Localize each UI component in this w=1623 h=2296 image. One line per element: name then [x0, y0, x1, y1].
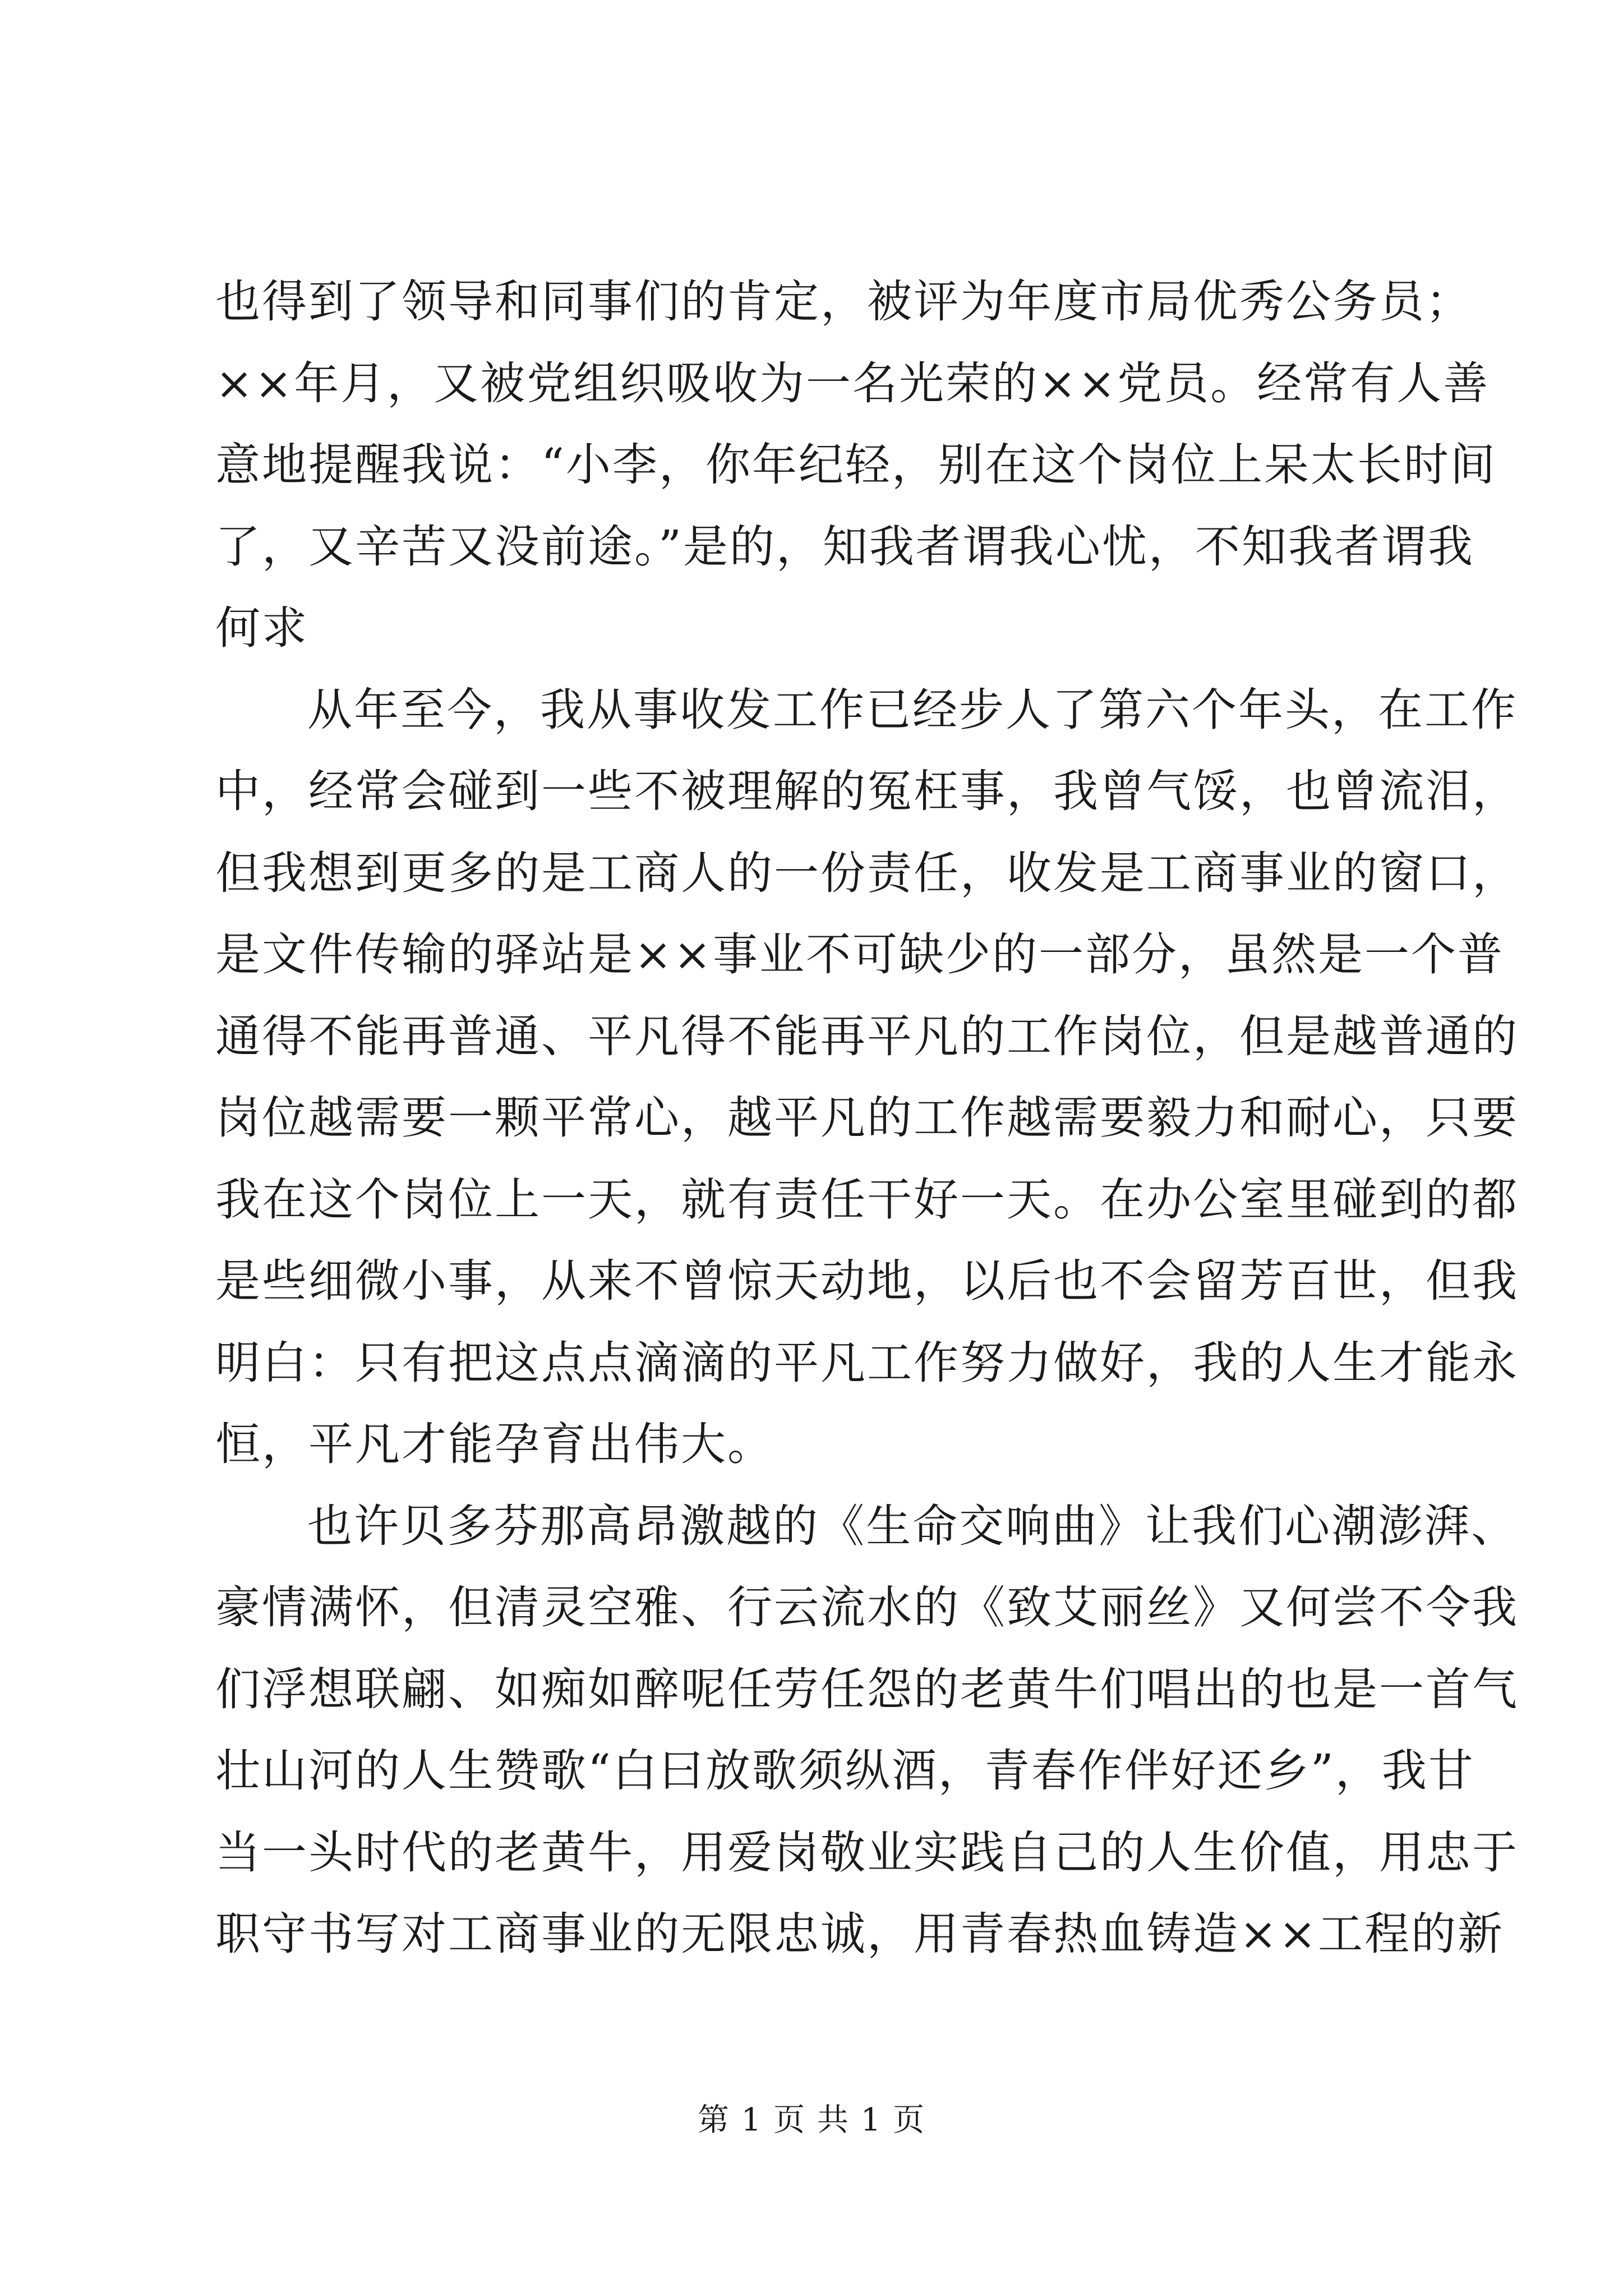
text-line-3: 意地提醒我说：“小李，你年纪轻，别在这个岗位上呆太长时间	[215, 439, 1497, 491]
text-line-12: 我在这个岗位上一天，就有责任干好一天。在办公室里碰到的都	[215, 1173, 1519, 1226]
text-line-2: ××年月，又被党组织吸收为一名光荣的××党员。经常有人善	[215, 357, 1490, 409]
text-line-11: 岗位越需要一颗平常心，越平凡的工作越需要毅力和耐心，只要	[215, 1092, 1519, 1144]
page-footer: 第 1 页 共 1 页	[697, 2102, 926, 2138]
text-line-7: 中，经常会碰到一些不被理解的冤枉事，我曾气馁，也曾流泪，	[215, 765, 1519, 817]
text-line-13: 是些细微小事，从来不曾惊天动地，以后也不会留芳百世，但我	[215, 1255, 1519, 1307]
text-line-19: 壮山河的人生赞歌“白曰放歌须纵酒，青春作伴好还乡”，我甘	[215, 1745, 1475, 1797]
text-line-15: 恒，平凡才能孕育出伟大。	[215, 1418, 774, 1470]
text-line-17: 豪情满怀，但清灵空雅、行云流水的《致艾丽丝》又何尝不令我	[215, 1581, 1519, 1634]
document-body	[215, 261, 1519, 1975]
text-line-8: 但我想到更多的是工商人的一份责任，收发是工商事业的窗口，	[215, 846, 1519, 899]
text-line-4: 了，又辛苦又没前途。”是的，知我者谓我心忧，不知我者谓我	[215, 520, 1474, 573]
text-line-5: 何求	[215, 602, 308, 654]
text-line-1: 也得到了领导和同事们的肯定，被评为年度市局优秀公务员；	[215, 275, 1472, 328]
text-line-14: 明白：只有把这点点滴滴的平凡工作努力做好，我的人生才能永	[215, 1336, 1519, 1389]
text-line-6: 从年至今，我从事收发工作已经步人了第六个年头，在工作	[307, 683, 1518, 736]
text-line-21: 职守书写对工商事业的无限忠诚，用青春热血铸造××工程的新	[215, 1908, 1505, 1960]
text-line-9: 是文件传输的驿站是××事业不可缺少的一部分，虽然是一个普	[215, 928, 1505, 981]
text-line-18: 们浮想联翩、如痴如醉呢任劳任怨的老黄牛们唱出的也是一首气	[215, 1663, 1519, 1715]
text-line-10: 通得不能再普通、平凡得不能再平凡的工作岗位，但是越普通的	[215, 1010, 1519, 1062]
text-line-16: 也许贝多芬那高昂激越的《生命交响曲》让我们心潮澎湃、	[307, 1499, 1518, 1552]
text-line-20: 当一头时代的老黄牛，用爱岗敬业实践自己的人生价值，用忠于	[215, 1826, 1519, 1879]
